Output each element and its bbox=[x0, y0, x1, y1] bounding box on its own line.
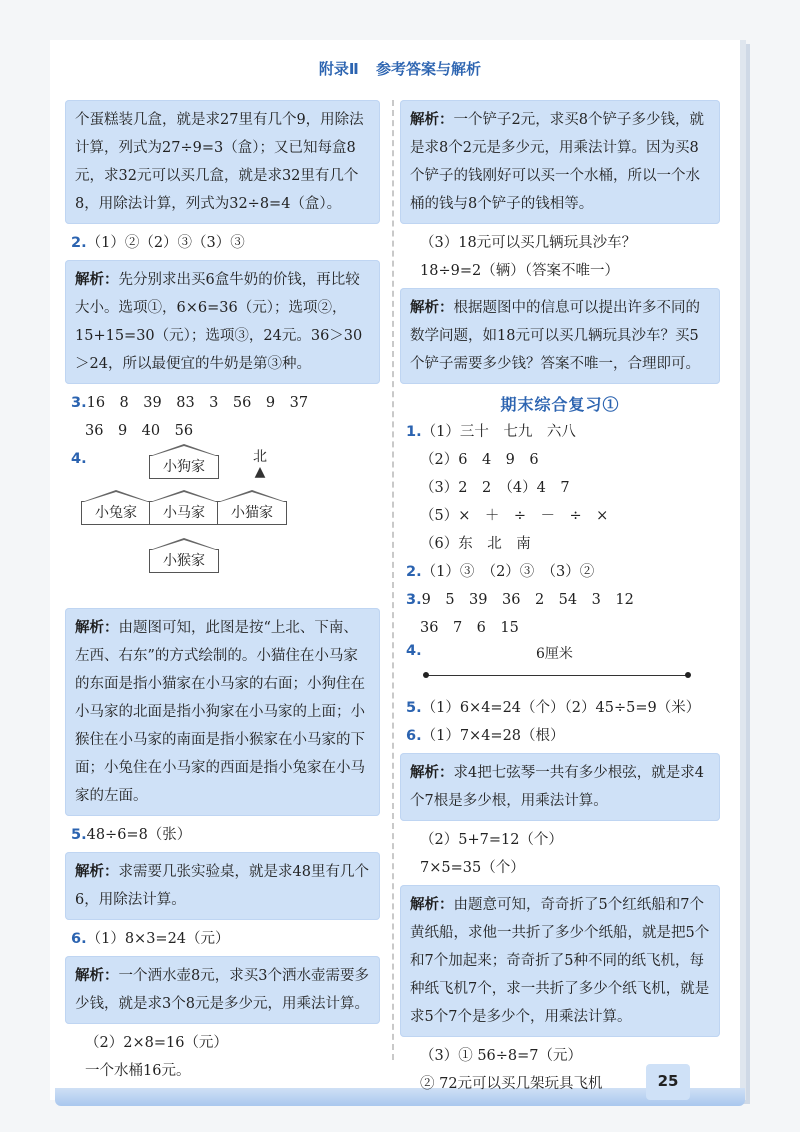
house-label: 小猴家 bbox=[149, 549, 219, 573]
question-number: 3. bbox=[406, 592, 422, 608]
answer-line bbox=[85, 1030, 380, 1056]
answer-line bbox=[420, 447, 720, 473]
question-number: 6. bbox=[406, 728, 422, 744]
segment-length-label: 6厘米 bbox=[536, 646, 573, 662]
explanation-label: 解析： bbox=[75, 864, 119, 880]
explanation-text: 求需要几张实验桌，就是求48里有几个6，用除法计算。 bbox=[75, 864, 369, 908]
explanation-label: 解析： bbox=[410, 300, 454, 316]
page-number: 25 bbox=[646, 1064, 690, 1100]
answer-text: （5）× ＋ ÷ － ÷ × bbox=[420, 508, 609, 524]
house-label: 小兔家 bbox=[81, 501, 151, 525]
line-segment bbox=[426, 675, 688, 676]
answer-text: 9 5 39 36 2 54 3 12 bbox=[421, 592, 634, 608]
explanation-box bbox=[65, 608, 380, 816]
house-roof-icon bbox=[150, 538, 218, 550]
house-roof-icon bbox=[82, 490, 150, 502]
house-label: 小猫家 bbox=[217, 501, 287, 525]
north-arrow-icon: ▲ bbox=[254, 464, 266, 480]
question-number: 6. bbox=[71, 931, 87, 947]
header-title: 参考答案与解析 bbox=[376, 60, 482, 78]
section-title: 期末综合复习① bbox=[500, 395, 620, 414]
answer-text: （3）18元可以买几辆玩具沙车？ bbox=[420, 235, 637, 251]
explanation-box bbox=[400, 100, 720, 224]
answer-text: （2）5+7=12（个） bbox=[420, 832, 563, 848]
answer-text: 48÷6=8（张） bbox=[86, 827, 192, 843]
answer-line bbox=[420, 615, 720, 641]
answer-text: （3）2 2 （4）4 7 bbox=[420, 480, 570, 496]
explanation-box bbox=[65, 260, 380, 384]
explanation-box bbox=[400, 885, 720, 1037]
house-label: 小马家 bbox=[149, 501, 219, 525]
answer-text: （3）① 56÷8=7（元） bbox=[420, 1048, 583, 1064]
house-top bbox=[149, 444, 219, 479]
answer-line bbox=[420, 827, 720, 853]
explanation-text: 先分别求出买6盒牛奶的价钱，再比较大小。选项①，6×6=36（元）；选项②，15+15=30（元）；选项③，24元。36＞30＞24，所以最便宜的牛奶是第③种。 bbox=[75, 272, 363, 372]
segment-endpoint-icon bbox=[685, 672, 691, 678]
answer-line bbox=[71, 390, 380, 416]
answer-text: 36 7 6 15 bbox=[420, 620, 519, 636]
answer-line bbox=[85, 1058, 380, 1084]
answer-line bbox=[71, 822, 380, 848]
explanation-label: 解析： bbox=[75, 968, 119, 984]
answer-line bbox=[406, 723, 720, 749]
line-segment-figure bbox=[406, 643, 720, 693]
explanation-label: 解析： bbox=[75, 620, 119, 636]
house-bottom bbox=[149, 538, 219, 573]
answer-text: （1）三十 七九 六八 bbox=[421, 424, 576, 440]
explanation-text: 由题意可知，奇奇折了5个红纸船和7个黄纸船，求他一共折了多少个纸船，就是把5个和7个加起来；奇奇折了5种不同的纸飞机，每种纸飞机7个，求一共折了多少个纸飞机，就是求5个7个是多少个，用乘法计算。 bbox=[410, 897, 710, 1025]
answer-line bbox=[420, 531, 720, 557]
explanation-box bbox=[65, 852, 380, 920]
answer-text: ② 72元可以买几架玩具飞机 bbox=[420, 1076, 603, 1092]
question-number: 2. bbox=[71, 235, 87, 251]
answer-line bbox=[420, 855, 720, 881]
house-right bbox=[217, 490, 287, 525]
explanation-box bbox=[65, 100, 380, 224]
answer-text: 16 8 39 83 3 56 9 37 bbox=[86, 395, 309, 411]
answer-text: 7×5=35（个） bbox=[420, 860, 525, 876]
answer-line bbox=[420, 230, 720, 256]
explanation-box bbox=[400, 288, 720, 384]
explanation-label: 解析： bbox=[410, 765, 454, 781]
left-column bbox=[65, 100, 380, 1086]
answer-text: （2）6 4 9 6 bbox=[420, 452, 539, 468]
house-label: 小狗家 bbox=[149, 455, 219, 479]
answer-line bbox=[406, 587, 720, 613]
answer-line bbox=[420, 475, 720, 501]
direction-map bbox=[71, 444, 380, 612]
house-center bbox=[149, 490, 219, 525]
question-number: 3. bbox=[71, 395, 87, 411]
house-roof-icon bbox=[150, 490, 218, 502]
answer-text: （1）③ （2）③ （3）② bbox=[421, 564, 595, 580]
question-number: 4. bbox=[406, 643, 422, 659]
answer-line bbox=[406, 695, 720, 721]
question-number: 5. bbox=[406, 700, 422, 716]
answer-line bbox=[406, 559, 720, 585]
explanation-box bbox=[400, 753, 720, 821]
column-divider bbox=[392, 100, 394, 1060]
explanation-label: 解析： bbox=[410, 897, 454, 913]
answer-line bbox=[420, 503, 720, 529]
house-roof-icon bbox=[150, 444, 218, 456]
north-indicator bbox=[253, 446, 267, 478]
answer-text: （2）2×8=16（元） bbox=[85, 1035, 228, 1051]
answer-line bbox=[85, 418, 380, 444]
house-left bbox=[81, 490, 151, 525]
page-header bbox=[0, 58, 800, 79]
answer-text: （1）②（2）③（3）③ bbox=[86, 235, 245, 251]
header-appendix: 附录Ⅱ bbox=[318, 60, 359, 78]
answer-text: 一个水桶16元。 bbox=[85, 1063, 191, 1079]
answer-text: （1）7×4=28（根） bbox=[421, 728, 565, 744]
explanation-text: 由题图可知，此图是按“上北、下南、左西、右东”的方式绘制的。小猫住在小马家的东面是指小猫家在小马家的右面；小狗住在小马家的北面是指小狗家在小马家的上面；小猴住在小马家的南面是指小猴家在小马家的下面；小兔住在小马家的西面是指小兔家在小马家的左面。 bbox=[75, 620, 365, 804]
explanation-text: 个蛋糕装几盒，就是求27里有几个9，用除法计算，列式为27÷9=3（盒）；又已知每盒8元，求32元可以买几盒，就是求32里有几个8，用除法计算，列式为32÷8=4（盒）。 bbox=[75, 112, 364, 212]
segment-endpoint-icon bbox=[423, 672, 429, 678]
question-number: 5. bbox=[71, 827, 87, 843]
answer-text: 36 9 40 56 bbox=[85, 423, 194, 439]
answer-line bbox=[71, 230, 380, 256]
explanation-text: 一个铲子2元，求买8个铲子多少钱，就是求8个2元是多少元，用乘法计算。因为买8个铲子的钱刚好可以买一个水桶，所以一个水桶的钱与8个铲子的钱相等。 bbox=[410, 112, 704, 212]
explanation-text: 一个洒水壶8元，求买3个洒水壶需要多少钱，就是求3个8元是多少元，用乘法计算。 bbox=[75, 968, 369, 1012]
explanation-text: 根据题图中的信息可以提出许多不同的数学问题，如18元可以买几辆玩具沙车？买5个铲子需要多少钱？答案不唯一，合理即可。 bbox=[410, 300, 700, 372]
answer-text: （1）8×3=24（元） bbox=[86, 931, 230, 947]
answer-line bbox=[406, 419, 720, 445]
question-number: 4. bbox=[71, 451, 87, 467]
explanation-text: 求4把七弦琴一共有多少根弦，就是求4个7根是多少根，用乘法计算。 bbox=[410, 765, 704, 809]
explanation-box bbox=[65, 956, 380, 1024]
answer-text: 18÷9=2（辆）（答案不唯一） bbox=[420, 263, 619, 279]
answer-text: （1）6×4=24（个）（2）45÷5=9（米） bbox=[421, 700, 701, 716]
right-column bbox=[400, 100, 720, 1099]
house-roof-icon bbox=[218, 490, 286, 502]
answer-line bbox=[420, 258, 720, 284]
question-number: 2. bbox=[406, 564, 422, 580]
north-label: 北 bbox=[253, 449, 267, 465]
explanation-label: 解析： bbox=[75, 272, 119, 288]
question-number: 1. bbox=[406, 424, 422, 440]
explanation-label: 解析： bbox=[410, 112, 454, 128]
answer-text: （6）东 北 南 bbox=[420, 536, 531, 552]
answer-line bbox=[71, 926, 380, 952]
